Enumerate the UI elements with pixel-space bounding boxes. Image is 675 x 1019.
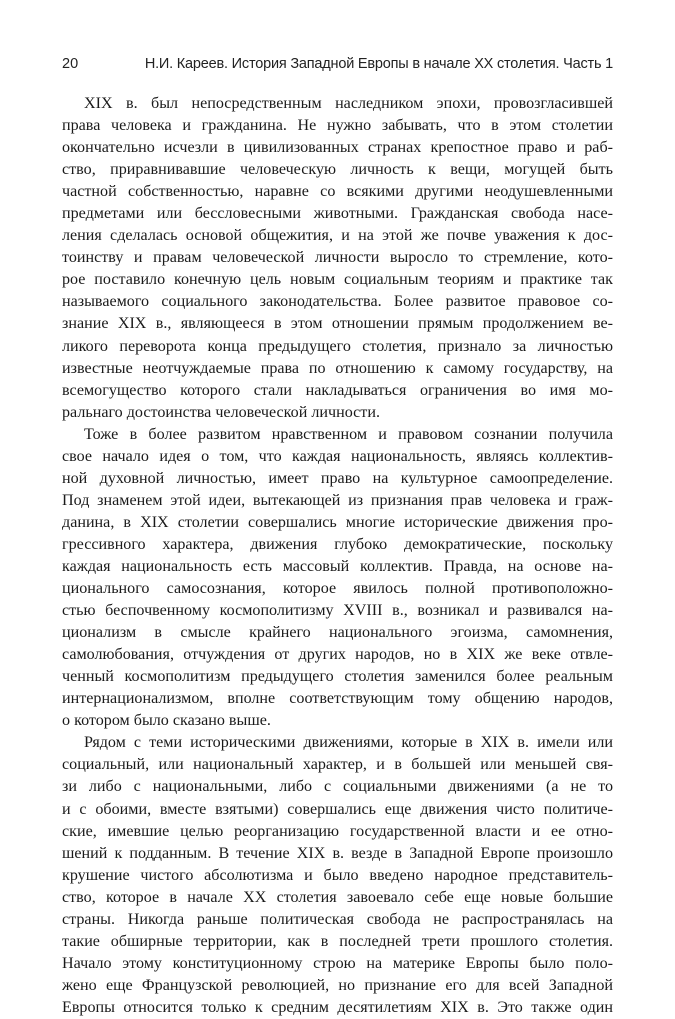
running-title: Н.И. Кареев. История Западной Европы в начале XX столетия. Часть 1 (144, 56, 613, 72)
text-line: ство, приравнивавшие человеческую личность к вещи, могущей быть (62, 161, 613, 179)
text-line: крушение чистого абсолютизма и было введено народное представитель- (62, 866, 613, 884)
text-line: социальный, или национальный характер, и в большей или меньшей свя- (62, 756, 613, 774)
text-line: шений к подданным. В течение XIX в. везде в Западной Европе произошло (62, 844, 613, 862)
text-line: ления сделалась основой общежития, и на этой же почве уважения к дос- (62, 227, 613, 245)
text-line: ционального самосознания, которое явилось полной противоположно- (62, 580, 613, 598)
text-line: интернационализмом, вполне соответствующим тому общению народов, (62, 690, 613, 708)
text-line: ские, имевшие целью реорганизацию государственной власти и ее отно- (62, 822, 613, 840)
text-line: ной духовной личностью, имеет право на культурное самоопределение. (62, 469, 613, 487)
text-line: о котором было сказано выше. (62, 712, 271, 730)
text-line: стью беспочвенному космополитизму XVIII в., возникал и развивался на- (62, 602, 613, 620)
text-line: зи либо с национальными, либо с социальными движениями (а не то (62, 778, 613, 796)
text-line: ченный космополитизм предыдущего столетия заменился более реальным (62, 668, 613, 686)
text-line: XIX в. был непосредственным наследником эпохи, провозгласившей (84, 95, 613, 112)
text-line: самолюбования, отчуждения от других народов, но в XIX же веке отвле- (62, 646, 613, 664)
page-number: 20 (62, 56, 79, 72)
text-line: данина, в XIX столетии совершались многие исторические движения про- (62, 513, 613, 531)
text-line: каждая национальность есть массовый коллектив. Правда, на основе на- (62, 557, 613, 575)
text-line: ционализм в смысле крайнего национального эгоизма, самомнения, (62, 624, 613, 642)
text-line: ликого переворота конца предыдущего столетия, признало за личностью (62, 337, 613, 355)
text-line: грессивного характера, движения глубоко демократические, поскольку (62, 535, 613, 553)
text-line: предметами или бессловесными животными. Гражданская свобода насе- (62, 205, 613, 223)
text-line: Тоже в более развитом нравственном и правовом сознании получила (84, 425, 613, 443)
text-line: права человека и гражданина. Не нужно забывать, что в этом столетии (62, 117, 613, 135)
text-line: жено еще Французской революцией, но признание его для всей Западной (62, 976, 613, 994)
paragraph (62, 93, 613, 424)
text-line: называемого социального законодательства. Более развитое правовое со- (62, 293, 613, 311)
text-line: ство, которое в начале XX столетия завоевало себе еще новые большие (62, 888, 613, 906)
paragraph (62, 424, 613, 733)
text-line: ральнаго достоинства человеческой личности. (62, 403, 380, 421)
text-line: известные неотчуждаемые права по отношению к самому государству, на (62, 359, 613, 377)
running-header (62, 56, 613, 78)
text-line: тоинству и правам человеческой личности выросло то стремление, кото- (62, 249, 613, 267)
text-line: и с обоими, вместе взятыми) совершались еще движения чисто политиче- (62, 800, 613, 818)
text-line: знание XIX в., являющееся в этом отношении прямым продолжением ве- (62, 315, 613, 333)
text-line: окончательно исчезли в цивилизованных странах крепостное право и раб- (62, 139, 613, 157)
text-line: Европы относится только к средним десятилетиям XIX в. Это также один (62, 998, 613, 1016)
text-line: рое поставило конечную цель новым социальным теориям и практике так (62, 271, 613, 289)
text-line: всемогущество которого стали накладываться ограничения во имя мо- (62, 381, 613, 399)
text-line: частной собственностью, наравне со всякими другими неодушевленными (62, 183, 613, 201)
paragraph (62, 732, 613, 1019)
text-line: Рядом с теми историческими движениями, которые в XIX в. имели или (84, 734, 613, 752)
text-line: страны. Никогда раньше политическая свобода не распространялась на (62, 910, 613, 928)
text-line: Под знаменем этой идеи, вытекающей из признания прав человека и граж- (62, 491, 613, 509)
body-text (62, 93, 613, 1019)
text-line: такие обширные территории, как в последней трети прошлого столетия. (62, 932, 613, 950)
text-line: Начало этому конституционному строю на материке Европы было поло- (62, 954, 613, 972)
text-line: свое начало идея о том, что каждая национальность, являясь коллектив- (62, 447, 613, 465)
